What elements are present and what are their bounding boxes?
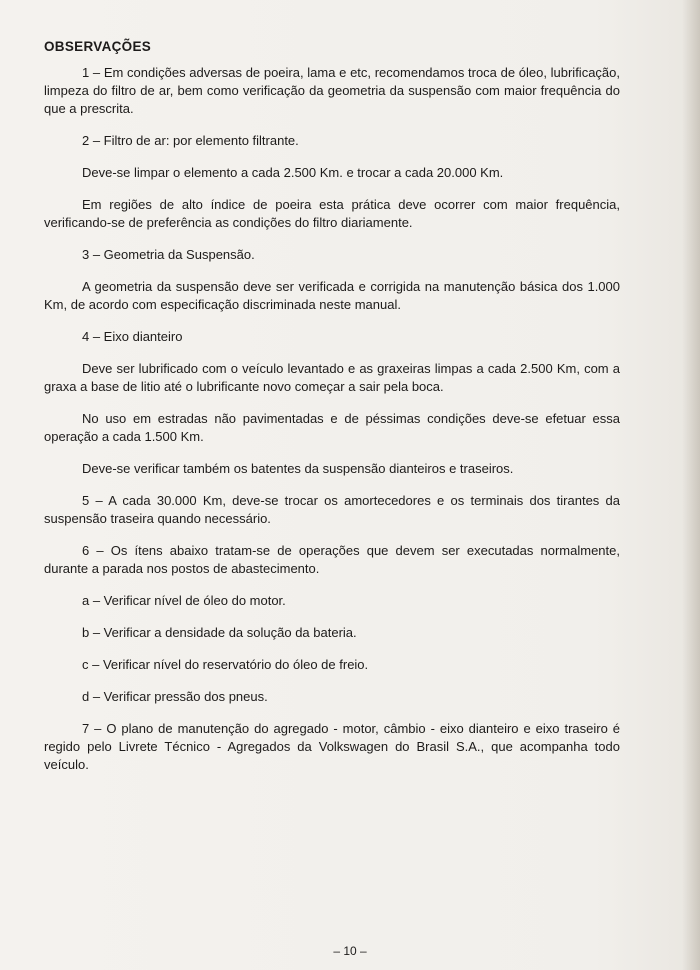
section-heading: OBSERVAÇÕES bbox=[44, 39, 152, 54]
paragraph-7: 4 – Eixo dianteiro bbox=[82, 329, 183, 344]
binding-shadow bbox=[682, 0, 700, 970]
paragraph-8: Deve ser lubrificado com o veículo levantado e as graxeiras limpas a cada 2.500 Km, com a graxa a base de litio até o lubrificante novo começar a sair pela boca. bbox=[44, 361, 620, 394]
list-item-a: a – Verificar nível de óleo do motor. bbox=[82, 593, 286, 608]
page-number: – 10 – bbox=[333, 944, 367, 958]
paragraph-2: 2 – Filtro de ar: por elemento filtrante. bbox=[82, 133, 299, 148]
paragraph-3: Deve-se limpar o elemento a cada 2.500 Km. e trocar a cada 20.000 Km. bbox=[82, 165, 504, 180]
list-item-c: c – Verificar nível do reservatório do óleo de freio. bbox=[82, 657, 369, 672]
page-content bbox=[44, 38, 620, 788]
paragraph-10: Deve-se verificar também os batentes da suspensão dianteiros e traseiros. bbox=[82, 461, 514, 476]
paragraph-1: 1 – Em condições adversas de poeira, lama e etc, recomendamos troca de óleo, lubrificação, limpeza do filtro de ar, bem como verificação da geometria da suspensão com maior frequência do que a prescrita. bbox=[44, 65, 620, 116]
paragraph-11: 5 – A cada 30.000 Km, deve-se trocar os amortecedores e os terminais dos tirantes da suspensão traseira quando necessário. bbox=[44, 493, 620, 526]
list-item-d: d – Verificar pressão dos pneus. bbox=[82, 689, 268, 704]
paragraph-9: No uso em estradas não pavimentadas e de péssimas condições deve-se efetuar essa operação a cada 1.500 Km. bbox=[44, 411, 620, 444]
paragraph-13: 7 – O plano de manutenção do agregado - motor, câmbio - eixo dianteiro e eixo traseiro é regido pelo Livrete Técnico - Agregados da Volkswagen do Brasil S.A., que acompanha todo veículo. bbox=[44, 721, 620, 772]
paragraph-12: 6 – Os ítens abaixo tratam-se de operações que devem ser executadas normalmente, durante a parada nos postos de abastecimento. bbox=[44, 543, 620, 576]
paragraph-5: 3 – Geometria da Suspensão. bbox=[82, 247, 255, 262]
paragraph-6: A geometria da suspensão deve ser verificada e corrigida na manutenção básica dos 1.000 Km, de acordo com especificação discriminada neste manual. bbox=[44, 279, 620, 312]
list-item-b: b – Verificar a densidade da solução da bateria. bbox=[82, 625, 357, 640]
paragraph-4: Em regiões de alto índice de poeira esta prática deve ocorrer com maior frequência, verificando-se de preferência as condições do filtro diariamente. bbox=[44, 197, 620, 230]
